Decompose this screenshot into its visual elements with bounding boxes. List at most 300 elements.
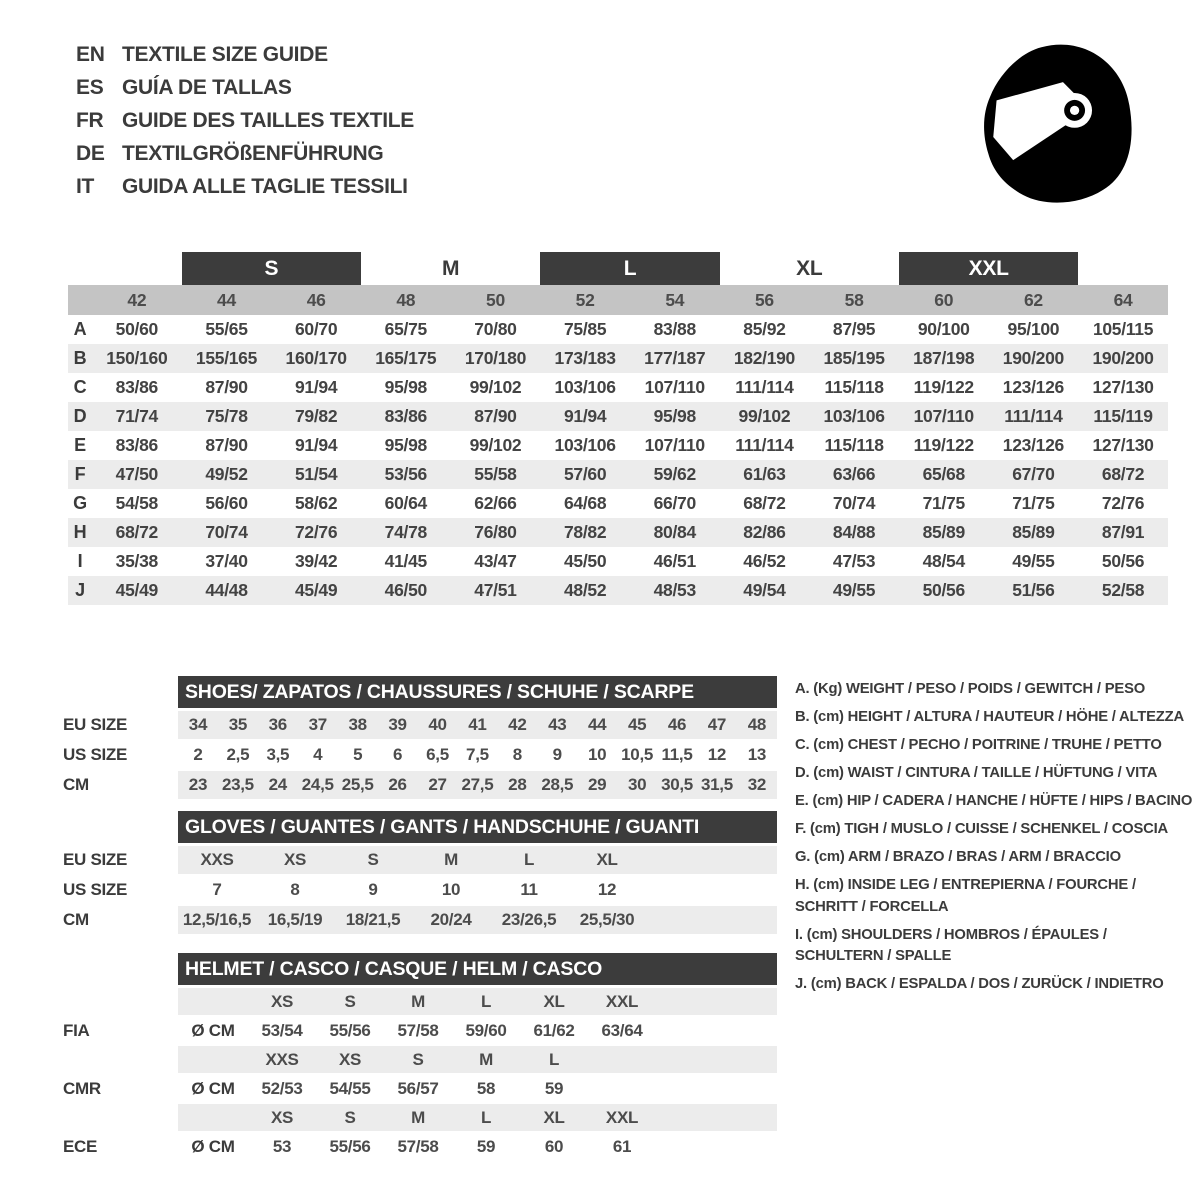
legend-entry: I. (cm) SHOULDERS / HOMBROS / ÉPAULES / SCHULTERN / SPALLE	[795, 926, 1107, 964]
legend-entry: F. (cm) TIGH / MUSLO / CUISSE / SCHENKEL / COSCIA	[795, 821, 1169, 837]
language-title-list	[76, 38, 414, 203]
row-letter: J	[75, 580, 85, 600]
size-value: 45	[627, 715, 647, 734]
measurement-value: 190/200	[1002, 348, 1064, 368]
size-group-xxl: XXL	[899, 252, 1078, 285]
size-value: 10,5	[621, 745, 654, 764]
measurement-value: 190/200	[1092, 348, 1154, 368]
helmet-value	[588, 1075, 656, 1102]
measurement-value: 71/75	[1012, 493, 1055, 513]
measurement-value: 68/72	[743, 493, 786, 513]
row-label	[63, 988, 178, 1015]
helmet-values-row	[63, 1017, 777, 1044]
language-code: DE	[76, 141, 105, 165]
size-value: 36	[268, 715, 287, 734]
measurement-value: 79/82	[294, 406, 338, 426]
size-value: 39	[388, 715, 407, 734]
row-letter: G	[73, 493, 87, 513]
measurement-value: 111/114	[735, 435, 794, 455]
size-value: 7	[212, 880, 222, 899]
measurement-value: 123/126	[1002, 435, 1064, 455]
numeric-size: 60	[934, 290, 954, 310]
measurement-value: 103/106	[554, 435, 616, 455]
measurement-value: 123/126	[1002, 377, 1064, 397]
measurement-value: 44/48	[205, 580, 248, 600]
helmet-size: XS	[338, 1050, 362, 1069]
numeric-size: 46	[306, 290, 326, 310]
measurement-value: 91/94	[294, 377, 338, 397]
helmet-value: 54/55	[329, 1079, 371, 1098]
measurement-value: 46/51	[653, 551, 696, 571]
size-value: 27	[428, 775, 447, 794]
measurement-rows	[68, 315, 1168, 605]
helmet-value: 53	[272, 1137, 292, 1156]
measurement-value: 95/98	[384, 435, 427, 455]
measurement-value: 47/51	[474, 580, 517, 600]
standard-label: CMR	[63, 1079, 101, 1098]
measurement-value: 80/84	[653, 522, 696, 542]
measurement-value: 119/122	[913, 377, 974, 397]
corner-cell	[68, 285, 92, 315]
measurement-value: 150/160	[106, 348, 168, 368]
size-value: 31,5	[701, 775, 733, 794]
standard-label: ECE	[63, 1137, 98, 1156]
helmet-sizes-row	[63, 988, 777, 1015]
measurement-value: 177/187	[644, 348, 706, 368]
size-value: 24,5	[301, 775, 334, 794]
size-group-s: S	[182, 252, 361, 285]
measurement-value: 91/94	[563, 406, 607, 426]
numeric-size: 44	[217, 290, 236, 310]
measurement-row	[68, 518, 1168, 547]
row-data	[178, 711, 777, 739]
helmet-size: M	[411, 992, 425, 1011]
helmet-size: L	[480, 1108, 492, 1127]
size-value: 23,5	[221, 775, 254, 794]
helmet-size: XXL	[605, 1108, 639, 1127]
measurement-row	[68, 344, 1168, 373]
size-value: 20/24	[430, 910, 472, 929]
size-row	[63, 741, 777, 769]
row-data	[178, 1104, 777, 1131]
row-letter: F	[74, 464, 86, 484]
measurement-value: 65/68	[922, 464, 965, 484]
legend-entry: B. (cm) HEIGHT / ALTURA / HAUTEUR / HÖHE / ALTEZZA	[795, 709, 1184, 725]
size-group-xl: XL	[796, 257, 823, 280]
size-value: 25,5	[341, 775, 374, 794]
measurement-value: 67/70	[1012, 464, 1055, 484]
guide-title: TEXTILE SIZE GUIDE	[122, 42, 328, 66]
legend-entry: C. (cm) CHEST / PECHO / POITRINE / TRUHE / PETTO	[795, 737, 1162, 753]
measurement-value: 55/58	[474, 464, 517, 484]
size-value: 5	[353, 745, 363, 764]
measurement-value: 35/38	[115, 551, 158, 571]
measurement-value: 87/95	[832, 319, 876, 339]
legend-entry: H. (cm) INSIDE LEG / ENTREPIERNA / FOURCHE / SCHRITT / FORCELLA	[795, 877, 1136, 915]
size-value: 10	[588, 745, 607, 764]
measurement-value: 173/183	[554, 348, 616, 368]
legend-entry: J. (cm) BACK / ESPALDA / DOS / ZURÜCK / INDIETRO	[795, 976, 1164, 992]
helmet-table-title: HELMET / CASCO / CASQUE / HELM / CASCO	[178, 953, 777, 985]
measurement-value: 95/100	[1007, 319, 1060, 339]
size-value: 30	[627, 775, 647, 794]
numeric-size: 54	[665, 290, 685, 310]
measurement-value: 50/60	[115, 319, 158, 339]
measurement-value: 115/119	[1093, 406, 1153, 426]
measurement-value: 39/42	[294, 551, 338, 571]
measurement-value: 99/102	[469, 377, 522, 397]
language-code: EN	[76, 42, 105, 66]
row-data	[178, 988, 777, 1015]
guide-title: TEXTILGRÖßENFÜHRUNG	[122, 141, 384, 165]
helmet-values-row	[63, 1133, 777, 1160]
measurement-value: 65/75	[384, 319, 427, 339]
size-value: 13	[747, 745, 767, 764]
accessory-tables	[63, 676, 777, 1169]
numeric-size: 58	[844, 290, 864, 310]
bar-spacer	[68, 252, 182, 285]
helmet-value: 59/60	[465, 1021, 507, 1040]
size-value: 41	[468, 715, 487, 734]
size-value: 16,5/19	[267, 910, 323, 929]
helmet-size: XL	[543, 1108, 565, 1127]
helmet-sizes-row	[63, 1104, 777, 1131]
measurement-row	[68, 373, 1168, 402]
helmet-size: S	[412, 1050, 424, 1069]
numeric-size: 56	[754, 290, 774, 310]
helmet-values-row	[63, 1075, 777, 1102]
measurement-value: 62/66	[474, 493, 517, 513]
helmet-value: 52/53	[261, 1079, 303, 1098]
diameter-label: Ø CM	[191, 1021, 235, 1040]
measurement-value: 103/106	[823, 406, 885, 426]
size-row	[63, 906, 777, 934]
helmet-value: 55/56	[329, 1137, 371, 1156]
helmet-value: 53/54	[261, 1021, 303, 1040]
measurement-value: 85/89	[922, 522, 965, 542]
measurement-value: 50/56	[922, 580, 965, 600]
measurement-value: 66/70	[653, 493, 696, 513]
measurement-value: 107/110	[644, 435, 705, 455]
gloves-rows	[63, 846, 777, 934]
size-value: 9	[552, 745, 562, 764]
helmet-size: M	[479, 1050, 493, 1069]
size-value: XXS	[200, 850, 234, 869]
measurement-value: 47/53	[832, 551, 876, 571]
measurement-value: 170/180	[464, 348, 527, 368]
size-value: 18/21,5	[345, 910, 401, 929]
measurement-value: 51/56	[1012, 580, 1055, 600]
measurement-value: 61/63	[743, 464, 786, 484]
diameter-spacer	[178, 1046, 248, 1073]
helmet-value: 56/57	[397, 1079, 439, 1098]
measurement-value: 185/195	[823, 348, 885, 368]
measurement-value: 37/40	[205, 551, 248, 571]
helmet-size: XS	[270, 1108, 294, 1127]
row-label	[63, 1104, 178, 1131]
size-value: XL	[596, 850, 618, 869]
measurement-value: 59/62	[653, 464, 696, 484]
measurement-row	[68, 576, 1168, 605]
row-letter: C	[73, 377, 87, 397]
measurement-value: 83/86	[384, 406, 427, 426]
measurement-value: 160/170	[285, 348, 347, 368]
size-value: S	[367, 850, 379, 869]
size-value: L	[523, 850, 535, 869]
measurement-value: 72/76	[1101, 493, 1145, 513]
helmet-value: 61	[612, 1137, 632, 1156]
measurement-value: 60/70	[294, 319, 338, 339]
size-row	[63, 771, 777, 799]
measurement-value: 127/130	[1092, 435, 1154, 455]
helmet-value: 55/56	[329, 1021, 371, 1040]
helmet-value: 59	[476, 1137, 496, 1156]
helmet-size: XXS	[265, 1050, 299, 1069]
measurement-value: 41/45	[384, 551, 427, 571]
gloves-table-title: GLOVES / GUANTES / GANTS / HANDSCHUHE / GUANTI	[178, 811, 777, 843]
helmet-size: S	[344, 1108, 356, 1127]
size-value: 4	[313, 745, 323, 764]
row-letter: A	[73, 319, 87, 339]
clothing-size-table	[68, 252, 1168, 605]
helmet-size: L	[480, 992, 492, 1011]
size-value: 28	[508, 775, 527, 794]
row-letter: H	[73, 522, 87, 542]
size-value: 30,5	[661, 775, 693, 794]
size-value: 9	[368, 880, 378, 899]
measurement-value: 75/78	[205, 406, 248, 426]
size-group-l: L	[540, 252, 719, 285]
measurement-value: 75/85	[563, 319, 607, 339]
measurement-row	[68, 547, 1168, 576]
measurement-value: 56/60	[205, 493, 248, 513]
size-value: 7,5	[466, 745, 489, 764]
language-code: ES	[76, 75, 104, 99]
measurement-value: 51/54	[294, 464, 338, 484]
size-value: 25,5/30	[579, 910, 635, 929]
measurement-value: 76/80	[474, 522, 517, 542]
numeric-size: 42	[127, 290, 147, 310]
measurement-row	[68, 315, 1168, 344]
size-value: 3,5	[266, 745, 290, 764]
row-label: US SIZE	[63, 745, 128, 764]
measurement-value: 49/55	[1012, 551, 1055, 571]
size-value: 6	[392, 745, 403, 764]
measurement-value: 83/88	[653, 319, 696, 339]
numeric-size-header-row	[68, 285, 1168, 315]
size-value: 40	[428, 715, 447, 734]
legend-entry: D. (cm) WAIST / CINTURA / TAILLE / HÜFTUNG / VITA	[795, 765, 1158, 781]
measurement-value: 115/118	[824, 435, 884, 455]
diameter-spacer	[178, 1104, 248, 1131]
size-value: 44	[588, 715, 607, 734]
measurement-value: 49/52	[205, 464, 248, 484]
helmet-value: 59	[544, 1079, 564, 1098]
size-value: 32	[747, 775, 767, 794]
measurement-value: 68/72	[115, 522, 158, 542]
size-value: 12	[597, 880, 617, 899]
measurement-value: 107/110	[644, 377, 705, 397]
size-value: 2	[193, 745, 203, 764]
row-data	[178, 846, 777, 874]
helmet-size: M	[411, 1108, 425, 1127]
size-value: 27,5	[461, 775, 494, 794]
size-value: 43	[548, 715, 567, 734]
diameter-label: Ø CM	[191, 1137, 235, 1156]
size-value: 26	[388, 775, 407, 794]
size-value: 28,5	[541, 775, 574, 794]
size-value: 42	[508, 715, 527, 734]
size-value: 34	[188, 715, 208, 734]
row-data	[178, 1075, 777, 1102]
size-value: XS	[283, 850, 307, 869]
measurement-value: 52/58	[1101, 580, 1145, 600]
measurement-value: 187/198	[913, 348, 975, 368]
size-value: 46	[667, 715, 687, 734]
helmet-size: L	[548, 1050, 560, 1069]
measurement-value: 71/75	[922, 493, 965, 513]
guide-title: GUIDE DES TAILLES TEXTILE	[122, 108, 414, 132]
size-value: 48	[747, 715, 767, 734]
size-row	[63, 876, 777, 904]
size-value: 6,5	[426, 745, 449, 764]
numeric-size: 50	[486, 290, 505, 310]
row-letter: E	[74, 435, 86, 455]
size-value: 12,5/16,5	[182, 910, 252, 929]
measurement-row	[68, 489, 1168, 518]
size-value: 8	[512, 745, 522, 764]
measurement-value: 50/56	[1101, 551, 1145, 571]
row-letter: I	[77, 551, 83, 571]
measurement-value: 83/86	[115, 435, 158, 455]
measurement-value: 57/60	[563, 464, 607, 484]
measurement-value: 53/56	[384, 464, 427, 484]
language-code: FR	[76, 108, 104, 132]
measurement-value: 127/130	[1092, 377, 1154, 397]
measurement-value: 47/50	[115, 464, 158, 484]
measurement-value: 165/175	[375, 348, 437, 368]
measurement-value: 182/190	[733, 348, 795, 368]
guide-title: GUIDA ALLE TAGLIE TESSILI	[122, 174, 408, 198]
size-value: 38	[348, 715, 367, 734]
diameter-label: Ø CM	[191, 1079, 235, 1098]
helmet-sizes-row	[63, 1046, 777, 1073]
language-row	[76, 38, 414, 71]
language-row	[76, 71, 414, 104]
measurement-value: 155/165	[195, 348, 258, 368]
standard-label: FIA	[63, 1021, 90, 1040]
measurement-row	[68, 460, 1168, 489]
size-value: 11,5	[661, 745, 693, 764]
measurement-value: 85/89	[1012, 522, 1055, 542]
measurement-value: 103/106	[554, 377, 616, 397]
measurement-value: 99/102	[469, 435, 522, 455]
size-value: 12	[707, 745, 727, 764]
row-letter: D	[73, 406, 87, 426]
measurement-value: 71/74	[115, 406, 158, 426]
measurement-value: 84/88	[832, 522, 876, 542]
measurement-value: 95/98	[384, 377, 427, 397]
numeric-size: 52	[575, 290, 595, 310]
size-value: M	[444, 850, 458, 869]
measurement-value: 43/47	[474, 551, 517, 571]
row-label: US SIZE	[63, 880, 128, 899]
measurement-value: 78/82	[563, 522, 607, 542]
row-data	[178, 1133, 777, 1160]
measurement-value: 70/74	[205, 522, 248, 542]
measurement-value: 87/90	[205, 377, 248, 397]
helmet-value: 60	[544, 1137, 564, 1156]
measurement-value: 58/62	[294, 493, 338, 513]
row-label: EU SIZE	[63, 850, 128, 869]
legend-entry: G. (cm) ARM / BRAZO / BRAS / ARM / BRACCIO	[795, 849, 1121, 865]
size-value: 37	[308, 715, 327, 734]
row-data	[178, 876, 777, 904]
measurement-value: 111/114	[1004, 406, 1063, 426]
helmet-value: 61/62	[533, 1021, 575, 1040]
numeric-size: 48	[396, 290, 416, 310]
shoes-rows	[63, 711, 777, 799]
size-value: 23	[188, 775, 208, 794]
size-letter-header-row	[68, 252, 1168, 285]
helmet-size: S	[344, 992, 356, 1011]
measurement-value: 70/74	[832, 493, 876, 513]
measurement-value: 105/115	[1092, 319, 1154, 339]
measurement-value: 70/80	[474, 319, 517, 339]
measurement-value: 87/90	[205, 435, 248, 455]
size-value: 35	[228, 715, 248, 734]
legend-entry: E. (cm) HIP / CADERA / HANCHE / HÜFTE / HIPS / BACINO	[795, 793, 1193, 809]
row-label: CM	[63, 910, 89, 929]
helmet-size: XS	[270, 992, 294, 1011]
measurement-value: 83/86	[115, 377, 158, 397]
measurement-value: 55/65	[205, 319, 248, 339]
size-value: 24	[268, 775, 287, 794]
measurement-value: 49/54	[743, 580, 786, 600]
shoes-table-title: SHOES/ ZAPATOS / CHAUSSURES / SCHUHE / SCARPE	[178, 676, 777, 708]
measurement-value: 54/58	[115, 493, 158, 513]
measurement-value: 46/50	[384, 580, 427, 600]
row-data	[178, 1017, 777, 1044]
language-code: IT	[76, 174, 95, 198]
size-value: 29	[588, 775, 607, 794]
measurement-value: 74/78	[384, 522, 427, 542]
measurement-value: 45/49	[294, 580, 338, 600]
row-data	[178, 906, 777, 934]
row-data	[178, 741, 777, 769]
language-row	[76, 104, 414, 137]
size-value: 10	[441, 880, 461, 899]
size-value: 47	[707, 715, 727, 734]
helmet-value: 63/64	[601, 1021, 643, 1040]
measurement-value: 119/122	[913, 435, 974, 455]
row-label: CM	[63, 775, 89, 794]
helmet-value: 58	[476, 1079, 496, 1098]
measurement-value: 99/102	[738, 406, 791, 426]
measurement-value: 85/92	[743, 319, 786, 339]
diameter-spacer	[178, 988, 248, 1015]
numeric-size: 64	[1113, 290, 1133, 310]
measurement-value: 64/68	[563, 493, 607, 513]
helmet-rows	[63, 988, 777, 1160]
helmet-size: XXL	[605, 992, 639, 1011]
helmet-size-table	[63, 953, 777, 1160]
measurement-row	[68, 431, 1168, 460]
measurement-value: 107/110	[913, 406, 974, 426]
measurement-value: 60/64	[384, 493, 427, 513]
helmet-size	[588, 1046, 656, 1073]
size-row	[63, 711, 777, 739]
